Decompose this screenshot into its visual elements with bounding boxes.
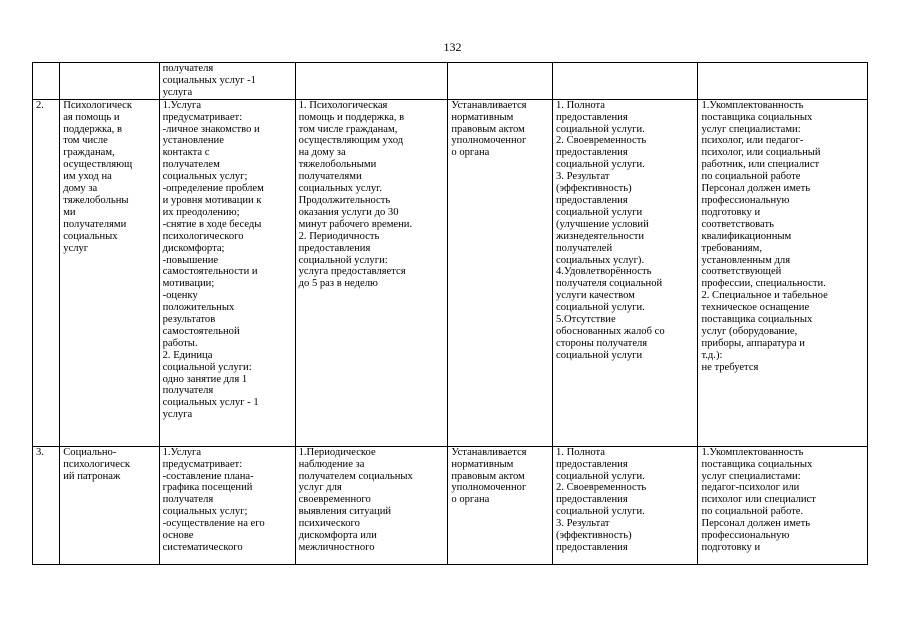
cell-service-content: получателя социальных услуг -1 услуга: [159, 63, 295, 100]
cell-number: [33, 63, 60, 100]
cell-service-standard: [295, 63, 448, 100]
page-number: 132: [443, 40, 462, 54]
cell-service-name: [60, 63, 159, 100]
cell-service-content: 1.Услуга предусматривает: -составление плана- графика посещений получателя социальных услуг; -осуществление на его основе систематического: [159, 446, 295, 564]
cell-conditions: 1.Укомплектованность поставщика социальных услуг специалистами: психолог, или педагог- психолог, или социальный работник, или специалист по социальной работе Персонал должен иметь профессиональную подготовку и соответствовать квалификационным требованиям, установленным для соответствующей профессии, специальности. 2. Специальное и табельное техническое оснащение поставщика социальных услуг (оборудование, приборы, аппаратура и т.д.): не требуется: [698, 99, 868, 446]
cell-quality-indicators: 1. Полнота предоставления социальной услуги. 2. Своевременность предоставления социальной услуги. 3. Результат (эффективность) предоставления социальной услуги (улучшение условий жизнедеятельности получателей социальных услуг). 4.Удовлетворённость получателя социальной услуги качеством социальной услуги. 5.Отсутствие обоснованных жалоб со стороны получателя социальной услуги: [553, 99, 698, 446]
cell-tariff-norm: [448, 63, 553, 100]
cell-service-content: 1.Услуга предусматривает: -личное знакомство и установление контакта с получателем социальных услуг; -определение проблем и уровня мотивации к их преодолению; -снятие в ходе беседы психологического дискомфорта; -повышение самостоятельности и мотивации; -оценку положительных результатов самостоятельной работы. 2. Единица социальной услуги: одно занятие для 1 получателя социальных услуг - 1 услуга: [159, 99, 295, 446]
table-row: [33, 63, 868, 100]
services-table: [32, 62, 868, 565]
cell-service-standard: 1.Периодическое наблюдение за получателем социальных услуг для своевременного выявления ситуаций психического дискомфорта или межличностного: [295, 446, 448, 564]
cell-conditions: [698, 63, 868, 100]
table-row: [33, 99, 868, 446]
cell-number: 3.: [33, 446, 60, 564]
cell-quality-indicators: 1. Полнота предоставления социальной услуги. 2. Своевременность предоставления социальной услуги. 3. Результат (эффективность) предоставления: [553, 446, 698, 564]
cell-service-standard: 1. Психологическая помощь и поддержка, в том числе гражданам, осуществляющим уход на дому за тяжелобольными получателями социальных услуг. Продолжительность оказания услуги до 30 минут рабочего времени. 2. Периодичность предоставления социальной услуги: услуга предоставляется до 5 раз в неделю: [295, 99, 448, 446]
cell-service-name: Социально- психологическ ий патронаж: [60, 446, 159, 564]
cell-service-name: Психологическ ая помощь и поддержка, в том числе гражданам, осуществляющ им уход на дому за тяжелобольны ми получателями социальных услуг: [60, 99, 159, 446]
cell-quality-indicators: [553, 63, 698, 100]
table-row: [33, 446, 868, 564]
cell-conditions: 1.Укомплектованность поставщика социальных услуг специалистами: педагог-психолог или психолог или специалист по социальной работе. Персонал должен иметь профессиональную подготовку и: [698, 446, 868, 564]
cell-tariff-norm: Устанавливается нормативным правовым актом уполномоченног о органа: [448, 446, 553, 564]
cell-number: 2.: [33, 99, 60, 446]
cell-tariff-norm: Устанавливается нормативным правовым актом уполномоченног о органа: [448, 99, 553, 446]
